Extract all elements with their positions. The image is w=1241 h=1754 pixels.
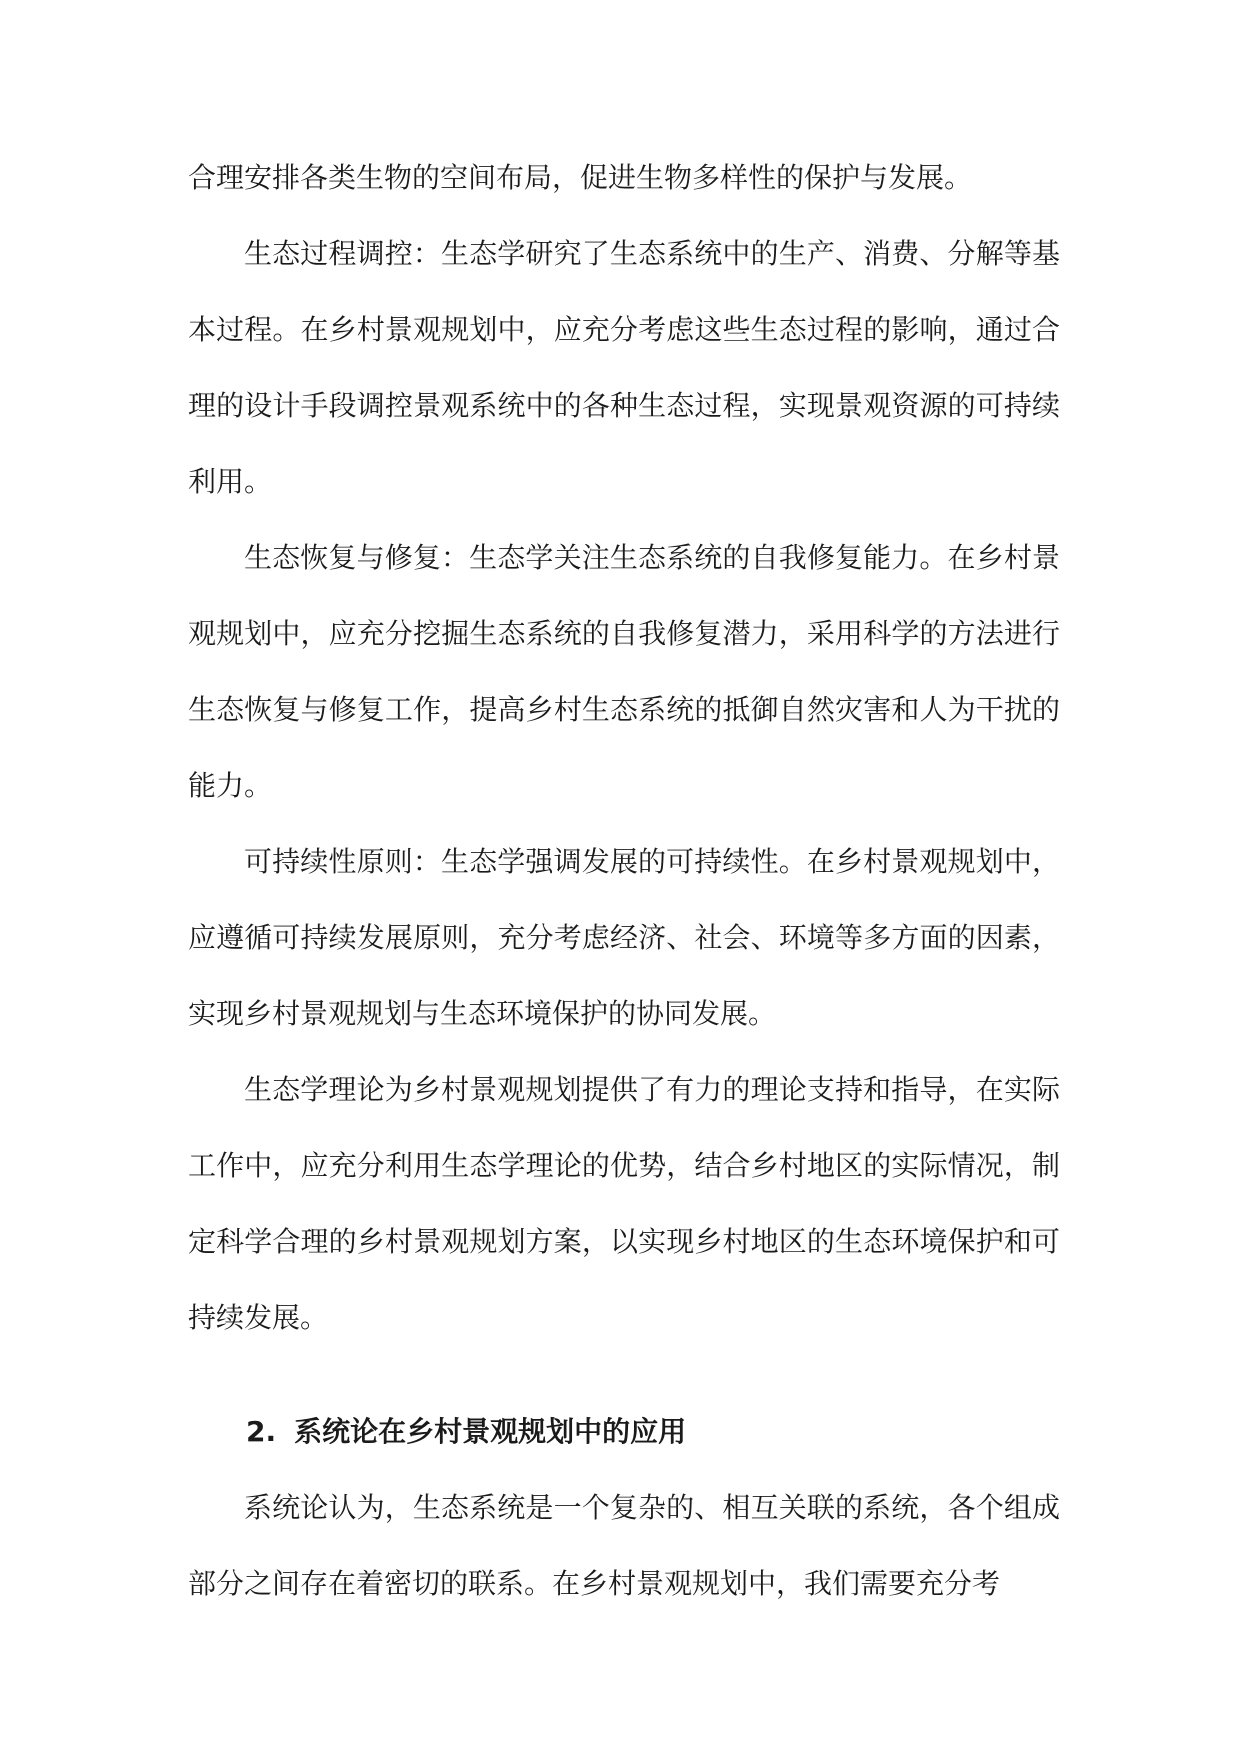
paragraph-ecology-summary: 生态学理论为乡村景观规划提供了有力的理论支持和指导，在实际工作中，应充分利用生态学理论的优势，结合乡村地区的实际情况，制定科学合理的乡村景观规划方案，以实现乡村地区的生态环境保护和可持续发展。: [188, 1073, 1060, 1334]
section-heading: [188, 1394, 1060, 1470]
paragraph-continuation: 合理安排各类生物的空间布局，促进生物多样性的保护与发展。: [188, 161, 973, 194]
document-page: [188, 140, 1060, 1622]
paragraph-ecological-restoration: 生态恢复与修复：生态学关注生态系统的自我修复能力。在乡村景观规划中，应充分挖掘生态系统的自我修复潜力，采用科学的方法进行生态恢复与修复工作，提高乡村生态系统的抵御自然灾害和人为干扰的能力。: [188, 541, 1060, 802]
paragraph-systems-theory: 系统论认为，生态系统是一个复杂的、相互关联的系统，各个组成部分之间存在着密切的联系。在乡村景观规划中，我们需要充分考: [188, 1491, 1060, 1600]
section-number: 2.: [246, 1415, 277, 1448]
paragraph-ecological-process: 生态过程调控：生态学研究了生态系统中的生产、消费、分解等基本过程。在乡村景观规划中，应充分考虑这些生态过程的影响，通过合理的设计手段调控景观系统中的各种生态过程，实现景观资源的可持续利用。: [188, 237, 1060, 498]
paragraph-sustainability: 可持续性原则：生态学强调发展的可持续性。在乡村景观规划中，应遵循可持续发展原则，充分考虑经济、社会、环境等多方面的因素，实现乡村景观规划与生态环境保护的协同发展。: [188, 845, 1060, 1030]
section-title: 系统论在乡村景观规划中的应用: [294, 1415, 687, 1448]
